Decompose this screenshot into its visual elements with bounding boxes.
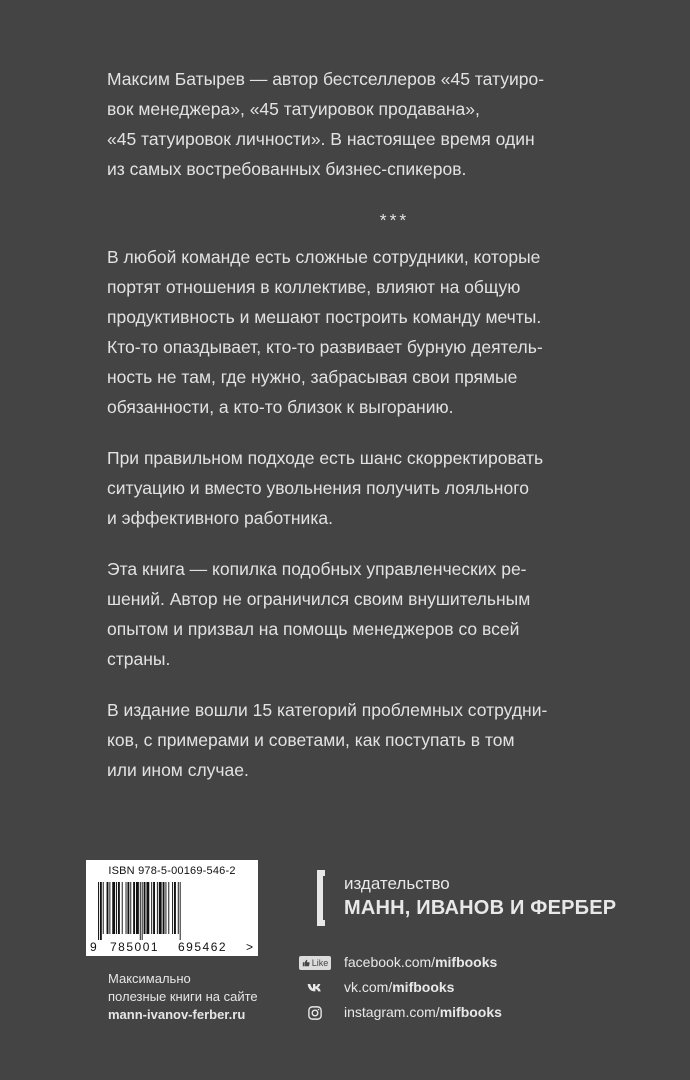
barcode-bar bbox=[116, 882, 117, 934]
barcode-bar bbox=[118, 882, 120, 934]
text-line: обязанности, а кто-то близок к выгоранию. bbox=[107, 397, 454, 417]
social-handle: mifbooks bbox=[435, 954, 498, 970]
text-line: ность не там, где нужно, забрасывая свои прямые bbox=[107, 367, 518, 387]
social-handle: mifbooks bbox=[439, 1004, 502, 1020]
paragraph-approach bbox=[107, 443, 607, 533]
barcode-digit-tail: > bbox=[246, 940, 254, 954]
barcode-digit-group: 785001 bbox=[110, 940, 160, 954]
social-prefix: facebook.com/ bbox=[344, 954, 436, 970]
instagram-link[interactable] bbox=[296, 1002, 616, 1024]
barcode-bar bbox=[165, 882, 166, 934]
barcode-bar bbox=[133, 882, 135, 934]
barcode-bar bbox=[153, 882, 155, 934]
vk-link[interactable] bbox=[296, 977, 616, 999]
text-line: опытом и призвал на помощь менеджеров со всей bbox=[107, 619, 520, 639]
text-line: Кто-то опаздывает, кто-то развивает бурную деятель- bbox=[107, 337, 543, 357]
bracket-icon bbox=[317, 870, 325, 926]
barcode-bar bbox=[172, 882, 173, 934]
text-line: или ином случае. bbox=[107, 760, 249, 780]
text-line: Эта книга — копилка подобных управленческих ре- bbox=[107, 559, 527, 579]
text-line: ков, с примерами и советами, как поступать в том bbox=[107, 730, 515, 750]
author-bio bbox=[107, 64, 607, 184]
text-line: ситуацию и вместо увольнения получить лояльного bbox=[107, 478, 529, 498]
barcode-bar bbox=[107, 882, 109, 934]
paragraph-problem-employees bbox=[107, 242, 607, 422]
barcode-bar bbox=[159, 882, 162, 934]
barcode-digit-group: 695462 bbox=[178, 940, 228, 954]
text-line: шений. Автор не ограничился своим внушительным bbox=[107, 589, 531, 609]
barcode-bar bbox=[100, 882, 102, 940]
barcode-bar bbox=[146, 882, 149, 934]
text-line: страны. bbox=[107, 649, 171, 669]
barcode-bar bbox=[126, 882, 127, 934]
shop-site-link[interactable]: mann-ivanov-ferber.ru bbox=[108, 1007, 246, 1022]
barcode-bar bbox=[136, 882, 139, 934]
vk-icon bbox=[296, 979, 334, 997]
section-separator: *** bbox=[379, 210, 410, 230]
text-line: При правильном подходе есть шанс скорректировать bbox=[107, 448, 544, 468]
barcode-bar bbox=[163, 882, 165, 934]
isbn-number: ISBN 978-5-00169-546-2 bbox=[108, 865, 236, 877]
social-prefix: instagram.com/ bbox=[344, 1004, 440, 1020]
text-line: и эффективного работника. bbox=[107, 508, 333, 528]
barcode-bar bbox=[122, 882, 123, 934]
barcode-bar bbox=[98, 882, 99, 940]
text-line: портят отношения в коллективе, влияют на общую bbox=[107, 277, 521, 297]
barcode-bars bbox=[98, 882, 248, 940]
shop-info bbox=[108, 970, 308, 1024]
shop-line: полезные книги на сайте bbox=[108, 989, 258, 1004]
shop-line: Максимально bbox=[108, 971, 191, 986]
text-line: продуктивность и мешают построить команду мечты. bbox=[107, 307, 542, 327]
barcode-bar bbox=[103, 882, 104, 934]
text-line: В любой команде есть сложные сотрудники, которые bbox=[107, 247, 541, 267]
paragraph-categories bbox=[107, 695, 607, 785]
text-line: В издание вошли 15 категорий проблемных сотрудни- bbox=[107, 700, 548, 720]
instagram-icon bbox=[296, 1004, 334, 1022]
facebook-link[interactable] bbox=[296, 952, 616, 974]
text-line: вок менеджера», «45 татуировок продавана», bbox=[107, 99, 480, 119]
barcode-bar bbox=[140, 882, 141, 940]
barcode-bar bbox=[180, 882, 181, 940]
like-icon bbox=[296, 954, 334, 972]
publisher-name: МАНН, ИВАНОВ И ФЕРБЕР bbox=[344, 897, 617, 919]
social-prefix: vk.com/ bbox=[344, 979, 393, 995]
publisher-label: издательство bbox=[344, 874, 450, 893]
text-line: Максим Батырев — автор бестселлеров «45 татуиро- bbox=[107, 69, 545, 89]
isbn-barcode bbox=[86, 860, 258, 956]
paragraph-book bbox=[107, 554, 607, 674]
text-line: «45 татуировок личности». В настоящее время один bbox=[107, 129, 535, 149]
barcode-bar bbox=[174, 882, 176, 934]
text-line: из самых востребованных бизнес-спикеров. bbox=[107, 159, 467, 179]
like-badge-text: Like bbox=[311, 958, 329, 968]
book-description bbox=[107, 64, 607, 806]
barcode-bar bbox=[142, 882, 143, 940]
social-handle: mifbooks bbox=[392, 979, 455, 995]
barcode-bar bbox=[178, 882, 179, 934]
barcode-bar bbox=[168, 882, 169, 934]
barcode-bar bbox=[109, 882, 110, 934]
barcode-bar bbox=[127, 882, 129, 934]
barcode-bar bbox=[130, 882, 131, 934]
barcode-bar bbox=[151, 882, 152, 934]
barcode-digit-lead: 9 bbox=[90, 940, 97, 954]
barcode-bar bbox=[144, 882, 146, 934]
barcode-bar bbox=[112, 882, 115, 934]
barcode-bar bbox=[157, 882, 158, 934]
